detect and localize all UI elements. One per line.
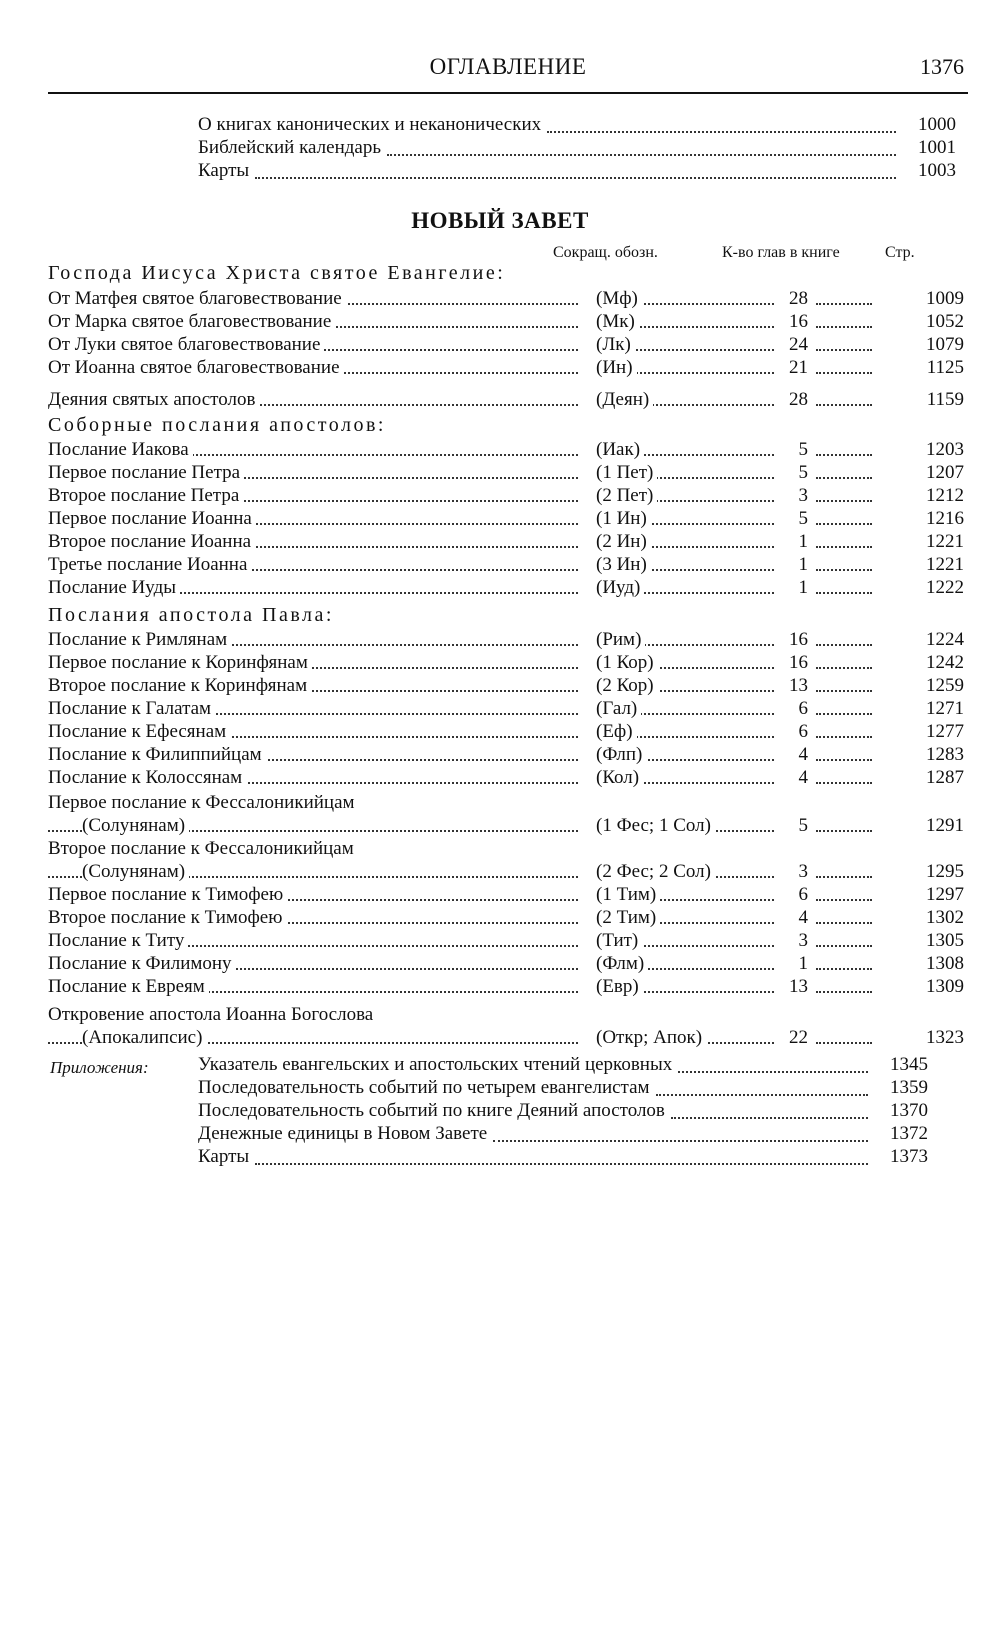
book-page: 1309 (926, 976, 964, 997)
book-name: Послание к Евреям (48, 975, 209, 999)
appendix-title: Последовательность событий по книге Деяний апостолов (198, 1100, 665, 1121)
book-name: (Солунянам) (82, 814, 189, 838)
book-abbreviation: (2 Ин) (596, 530, 651, 554)
book-chapter-count: 22 (776, 1026, 808, 1050)
book-chapter-count: 24 (776, 333, 808, 357)
dot-leader (816, 759, 872, 761)
book-chapter-count: 3 (776, 484, 808, 508)
top-page: 1001 (918, 137, 956, 158)
book-chapter-count: 13 (776, 975, 808, 999)
appendix-entry (198, 1053, 928, 1077)
dot-leader (816, 546, 872, 548)
book-abbreviation: (Откр; Апок) (596, 1026, 706, 1050)
top-entry (198, 113, 956, 137)
top-title: Карты (198, 160, 250, 181)
book-chapter-count: 5 (776, 814, 808, 838)
dot-leader (678, 1071, 868, 1073)
book-entry (48, 576, 966, 600)
dot-leader (816, 736, 872, 738)
page-number: 1376 (920, 54, 964, 79)
column-header-page: Стр. (885, 244, 915, 261)
dot-leader (816, 1042, 872, 1044)
dot-leader (816, 326, 872, 328)
book-page: 1125 (926, 357, 964, 378)
book-abbreviation: (Мк) (596, 310, 639, 334)
book-name: Послание к Колоссянам (48, 766, 246, 790)
book-name-line1: Второе послание к Фессалоникийцам (48, 838, 354, 859)
book-entry (48, 674, 966, 698)
book-page: 1203 (926, 439, 964, 460)
dot-leader (387, 154, 896, 156)
book-name: Послание к Филимону (48, 952, 236, 976)
dot-leader (816, 349, 872, 351)
appendix-title: Указатель евангельских и апостольских чтений церковных (198, 1054, 673, 1075)
book-name: Первое послание Иоанна (48, 507, 256, 531)
book-chapter-count: 4 (776, 766, 808, 790)
book-abbreviation: (Рим) (596, 628, 645, 652)
book-page: 1287 (926, 767, 964, 788)
dot-leader (816, 500, 872, 502)
book-abbreviation: (1 Ин) (596, 507, 651, 531)
top-entry (198, 159, 956, 183)
dot-leader (816, 477, 872, 479)
dot-leader (816, 523, 872, 525)
book-page: 1283 (926, 744, 964, 765)
book-abbreviation: (Кол) (596, 766, 643, 790)
dot-leader (816, 945, 872, 947)
book-chapter-count: 16 (776, 651, 808, 675)
book-abbreviation: (Иуд) (596, 576, 644, 600)
book-page: 1259 (926, 675, 964, 696)
appendix-page: 1359 (890, 1077, 928, 1098)
book-name-line1: Первое послание к Фессалоникийцам (48, 792, 355, 813)
book-abbreviation: (Гал) (596, 697, 641, 721)
book-page: 1221 (926, 554, 964, 575)
book-name: Послание к Титу (48, 929, 188, 953)
book-name: Второе послание Иоанна (48, 530, 255, 554)
book-chapter-count: 6 (776, 697, 808, 721)
dot-leader (816, 667, 872, 669)
book-entry (48, 697, 966, 721)
page-header (48, 52, 968, 94)
book-name: Второе послание Петра (48, 484, 243, 508)
book-page: 1297 (926, 884, 964, 905)
book-name: От Марка святое благовествование (48, 310, 335, 334)
book-name: Первое послание к Тимофею (48, 883, 287, 907)
book-chapter-count: 5 (776, 461, 808, 485)
appendix-entry (198, 1099, 928, 1123)
group-heading-gospels: Господа Иисуса Христа святое Евангелие: (48, 262, 506, 284)
book-chapter-count: 6 (776, 883, 808, 907)
column-header-abbr: Сокращ. обозн. (553, 244, 658, 261)
dot-leader (816, 303, 872, 305)
book-chapter-count: 28 (776, 287, 808, 311)
book-entry (48, 507, 966, 531)
book-page: 1212 (926, 485, 964, 506)
group-heading-catholic: Соборные послания апостолов: (48, 414, 386, 436)
book-name: От Иоанна святое благовествование (48, 356, 344, 380)
appendix-entry (198, 1145, 928, 1169)
book-name: Третье послание Иоанна (48, 553, 251, 577)
book-entry (48, 929, 966, 953)
dot-leader (816, 922, 872, 924)
top-title: О книгах канонических и неканонических (198, 114, 542, 135)
book-abbreviation: (Лк) (596, 333, 635, 357)
book-abbreviation: (Мф) (596, 287, 642, 311)
book-page: 1295 (926, 861, 964, 882)
book-entry (48, 814, 966, 838)
book-abbreviation: (1 Фес; 1 Сол) (596, 814, 715, 838)
book-page: 1308 (926, 953, 964, 974)
column-header-chapters: К-во глав в книге (722, 244, 840, 261)
book-chapter-count: 1 (776, 530, 808, 554)
book-abbreviation: (1 Пет) (596, 461, 657, 485)
book-chapter-count: 5 (776, 438, 808, 462)
section-title: НОВЫЙ ЗАВЕТ (411, 208, 589, 233)
book-name: (Солунянам) (82, 860, 189, 884)
book-abbreviation: (Еф) (596, 720, 637, 744)
book-chapter-count: 1 (776, 576, 808, 600)
top-page: 1003 (918, 160, 956, 181)
book-page: 1277 (926, 721, 964, 742)
book-chapter-count: 3 (776, 929, 808, 953)
appendix-page: 1373 (890, 1146, 928, 1167)
book-name: От Луки святое благовествование (48, 333, 324, 357)
dot-leader (816, 876, 872, 878)
appendix-title: Денежные единицы в Новом Завете (198, 1123, 488, 1144)
book-entry (48, 356, 966, 380)
book-entry (48, 438, 966, 462)
book-chapter-count: 4 (776, 906, 808, 930)
book-chapter-count: 6 (776, 720, 808, 744)
book-abbreviation: (Флм) (596, 952, 648, 976)
book-abbreviation: (Ин) (596, 356, 637, 380)
book-entry (48, 906, 966, 930)
book-entry (48, 530, 966, 554)
book-abbreviation: (3 Ин) (596, 553, 651, 577)
dot-leader (656, 1094, 868, 1096)
book-abbreviation: (2 Кор) (596, 674, 658, 698)
book-chapter-count: 16 (776, 628, 808, 652)
book-entry (48, 860, 966, 884)
appendix-page: 1345 (890, 1054, 928, 1075)
dot-leader (816, 569, 872, 571)
book-abbreviation: (Флп) (596, 743, 646, 767)
book-chapter-count: 13 (776, 674, 808, 698)
dot-leader (816, 690, 872, 692)
top-title: Библейский календарь (198, 137, 381, 158)
book-entry (48, 975, 966, 999)
book-entry (48, 883, 966, 907)
book-entry (48, 651, 966, 675)
book-page: 1216 (926, 508, 964, 529)
appendix-page: 1370 (890, 1100, 928, 1121)
book-chapter-count: 3 (776, 860, 808, 884)
dot-leader (816, 644, 872, 646)
book-name: Первое послание к Коринфянам (48, 651, 312, 675)
dot-leader (255, 177, 896, 179)
dot-leader (816, 782, 872, 784)
book-entry (48, 333, 966, 357)
book-page: 1305 (926, 930, 964, 951)
book-chapter-count: 4 (776, 743, 808, 767)
book-name: Послание к Римлянам (48, 628, 231, 652)
book-name: Второе послание к Тимофею (48, 906, 286, 930)
book-entry (48, 287, 966, 311)
book-name-line1: Откровение апостола Иоанна Богослова (48, 1004, 374, 1025)
dot-leader (816, 899, 872, 901)
dot-leader (671, 1117, 868, 1119)
book-chapter-count: 1 (776, 553, 808, 577)
book-chapter-count: 21 (776, 356, 808, 380)
book-entry (48, 310, 966, 334)
book-name: (Апокалипсис) (82, 1026, 206, 1050)
appendix-entry (198, 1122, 928, 1146)
book-abbreviation: (2 Пет) (596, 484, 657, 508)
book-page: 1224 (926, 629, 964, 650)
dot-leader (493, 1140, 868, 1142)
book-abbreviation: (Евр) (596, 975, 643, 999)
book-name: Послание Иуды (48, 576, 180, 600)
book-abbreviation: (Тит) (596, 929, 642, 953)
book-page: 1159 (926, 389, 964, 410)
book-page: 1222 (926, 577, 964, 598)
book-page: 1079 (926, 334, 964, 355)
book-entry (48, 952, 966, 976)
book-page: 1009 (926, 288, 964, 309)
book-name: Второе послание к Коринфянам (48, 674, 311, 698)
book-chapter-count: 28 (776, 388, 808, 412)
dot-leader (816, 592, 872, 594)
book-abbreviation: (Деян) (596, 388, 653, 412)
book-entry (48, 484, 966, 508)
book-name: Послание к Филиппийцам (48, 743, 266, 767)
appendix-title: Последовательность событий по четырем евангелистам (198, 1077, 650, 1098)
book-entry (48, 743, 966, 767)
dot-leader (816, 830, 872, 832)
book-entry (48, 766, 966, 790)
book-entry (48, 628, 966, 652)
page-title: ОГЛАВЛЕНИЕ (429, 54, 587, 79)
book-abbreviation: (1 Тим) (596, 883, 660, 907)
book-page: 1242 (926, 652, 964, 673)
book-abbreviation: (1 Кор) (596, 651, 658, 675)
dot-leader (816, 454, 872, 456)
appendix-title: Карты (198, 1146, 250, 1167)
dot-leader (816, 404, 872, 406)
book-name: Послание к Ефесянам (48, 720, 230, 744)
book-entry (48, 553, 966, 577)
dot-leader (816, 372, 872, 374)
book-chapter-count: 16 (776, 310, 808, 334)
appendix-page: 1372 (890, 1123, 928, 1144)
book-abbreviation: (Иак) (596, 438, 644, 462)
book-page: 1302 (926, 907, 964, 928)
dot-leader (816, 968, 872, 970)
top-entry (198, 136, 956, 160)
dot-leader (816, 991, 872, 993)
appendix-entry (198, 1076, 928, 1100)
book-entry (48, 461, 966, 485)
book-page: 1207 (926, 462, 964, 483)
book-page: 1323 (926, 1027, 964, 1048)
top-page: 1000 (918, 114, 956, 135)
book-page: 1271 (926, 698, 964, 719)
dot-leader (816, 713, 872, 715)
book-page: 1052 (926, 311, 964, 332)
book-abbreviation: (2 Тим) (596, 906, 660, 930)
book-entry (48, 1026, 966, 1050)
book-entry (48, 720, 966, 744)
dot-leader (255, 1163, 868, 1165)
book-name: Послание Иакова (48, 438, 193, 462)
book-entry (48, 388, 966, 412)
book-abbreviation: (2 Фес; 2 Сол) (596, 860, 715, 884)
book-chapter-count: 5 (776, 507, 808, 531)
appendix-label: Приложения: (50, 1058, 149, 1077)
dot-leader (547, 131, 896, 133)
group-heading-pauline: Послания апостола Павла: (48, 604, 334, 626)
book-name: Послание к Галатам (48, 697, 215, 721)
book-name: Первое послание Петра (48, 461, 244, 485)
book-chapter-count: 1 (776, 952, 808, 976)
book-name: Деяния святых апостолов (48, 388, 259, 412)
book-name: От Матфея святое благовествование (48, 287, 346, 311)
book-page: 1291 (926, 815, 964, 836)
book-page: 1221 (926, 531, 964, 552)
